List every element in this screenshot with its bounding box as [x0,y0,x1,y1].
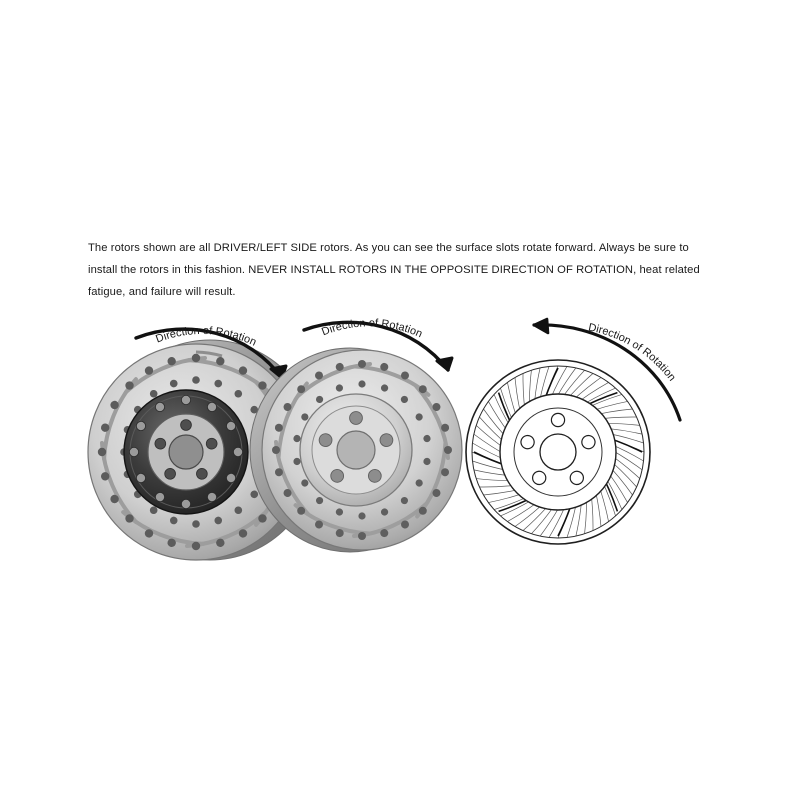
rotor-2-center-bore [337,431,375,469]
rotor-1-rotation-label: Direction of Rotation [154,324,259,349]
rotor-2-rotation-label: Direction of Rotation [320,317,425,341]
caption-text: The rotors shown are all DRIVER/LEFT SIDE rotors. As you can see the surface slots rotate forward. Always be sure to install the rotors in this fashion. NEVER INSTALL ROTORS IN THE OPPOSITE DIRECTION OF ROTATION, heat related fatigue, and failure will result. [88,242,700,298]
rotor-2 [250,317,468,556]
rotor-1-center-bore [169,435,203,469]
rotor-3-center-bore [540,434,576,470]
rotor-3 [466,319,680,544]
rotor-3-rotation-label: Direction of Rotation [587,321,678,384]
